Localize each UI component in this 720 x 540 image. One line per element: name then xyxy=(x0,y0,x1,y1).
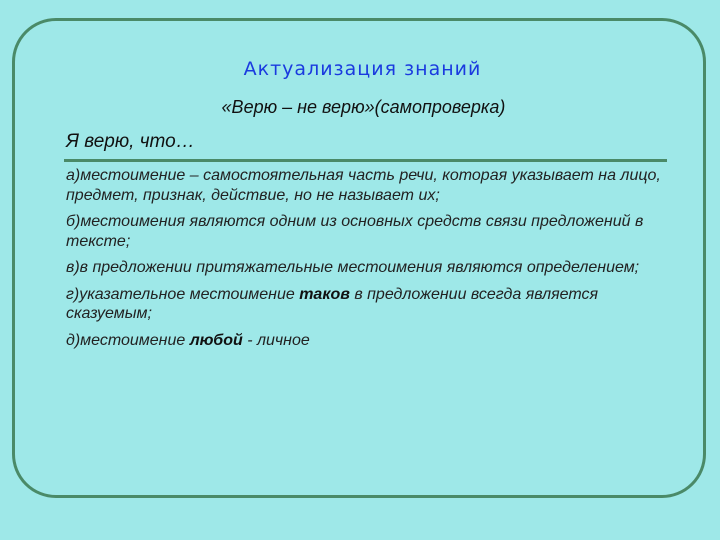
statement-a xyxy=(66,166,666,205)
statement-d-keyword: таков xyxy=(299,285,350,303)
statement-b-text: б)местоимения являются одним из основных средств связи предложений в тексте; xyxy=(66,213,644,250)
slide-title: Актуализация знаний xyxy=(243,58,482,80)
lead-phrase: Я верю, что… xyxy=(66,131,195,152)
divider-line xyxy=(64,159,667,162)
slide-subtitle: «Верю – не верю»(самопроверка) xyxy=(221,97,506,117)
statement-e xyxy=(66,331,666,351)
statement-c-text: в)в предложении притяжательные местоимения являются определением; xyxy=(66,259,640,276)
statement-list xyxy=(66,166,666,357)
statement-e-keyword: любой xyxy=(189,331,243,349)
statement-e-text-start: д)местоимение xyxy=(66,331,190,349)
statement-a-text: а)местоимение – самостоятельная часть речи, которая указывает на лицо, предмет, признак, действие, но не называет их; xyxy=(66,167,661,204)
statement-b xyxy=(66,212,666,251)
statement-d-text-start: г)указательное местоимение xyxy=(66,285,300,303)
statement-d xyxy=(66,285,666,324)
statement-c xyxy=(66,258,666,278)
statement-e-text-end: - личное xyxy=(242,331,310,349)
statement-d-text-end: в предложении всегда является сказуемым; xyxy=(66,285,599,322)
